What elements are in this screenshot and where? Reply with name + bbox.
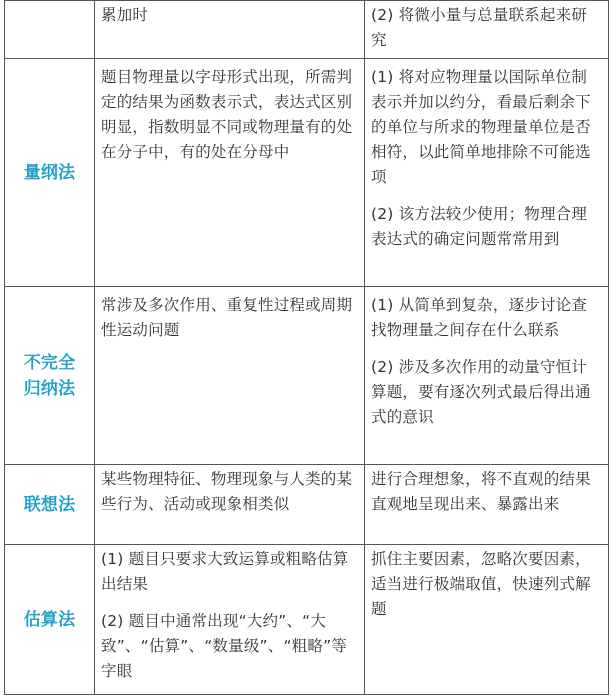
method-name-cell xyxy=(5,465,95,545)
condition-cell xyxy=(95,59,365,287)
condition-text: (1) 题目只要求大致运算或粗略估算出结果 xyxy=(101,550,349,593)
notes-text: (1) 从简单到复杂，逐步讨论查找物理量之间存在什么联系 xyxy=(371,296,588,339)
condition-text: 常涉及多次作用、重复性过程或周期性运动问题 xyxy=(101,296,353,339)
method-name-cell xyxy=(5,1,95,59)
notes-cell xyxy=(365,465,609,545)
method-name-cell xyxy=(5,545,95,695)
condition-text: 题目物理量以字母形式出现，所需判定的结果为函数表示式，表达式区别明显，指数明显不同或物理量有的处在分子中，有的处在分母中 xyxy=(101,68,353,161)
condition-text: 累加时 xyxy=(101,6,149,24)
notes-text: (2) 该方法较少使用；物理合理表达式的确定问题常常用到 xyxy=(371,205,588,248)
notes-text: (2) 将微小量与总量联系起来研究 xyxy=(371,6,588,49)
condition-cell xyxy=(95,465,365,545)
method-name: 不完全归纳法 xyxy=(23,352,76,399)
notes-text: 抓住主要因素，忽略次要因素，适当进行极端取值，快速列式解题 xyxy=(371,550,591,618)
table-row xyxy=(5,465,609,545)
notes-cell xyxy=(365,545,609,695)
condition-text: (2) 题目中通常出现“大约”、“大致”、“估算”、“数量级”、“粗略”等字眼 xyxy=(101,612,348,680)
notes-text: (2) 涉及多次作用的动量守恒计算题，要有逐次列式最后得出通式的意识 xyxy=(371,358,591,426)
method-name: 估算法 xyxy=(23,609,76,630)
method-name-cell xyxy=(5,287,95,465)
table-row xyxy=(5,1,609,59)
table-row xyxy=(5,287,609,465)
table-row xyxy=(5,59,609,287)
method-name: 联想法 xyxy=(23,494,76,515)
method-name-cell xyxy=(5,59,95,287)
table-row xyxy=(5,545,609,695)
condition-text: 某些物理特征、物理现象与人类的某些行为、活动或现象相类似 xyxy=(101,470,353,513)
notes-text: (1) 将对应物理量以国际单位制表示并加以约分，看最后剩余下的单位与所求的物理量单位是否相符，以此简单地排除不可能选项 xyxy=(371,68,591,186)
method-name: 量纲法 xyxy=(23,162,76,183)
condition-cell xyxy=(95,1,365,59)
notes-cell xyxy=(365,287,609,465)
notes-cell xyxy=(365,59,609,287)
notes-text: 进行合理想象，将不直观的结果直观地呈现出来、暴露出来 xyxy=(371,470,591,513)
notes-cell xyxy=(365,1,609,59)
methods-table xyxy=(4,0,609,695)
condition-cell xyxy=(95,545,365,695)
condition-cell xyxy=(95,287,365,465)
